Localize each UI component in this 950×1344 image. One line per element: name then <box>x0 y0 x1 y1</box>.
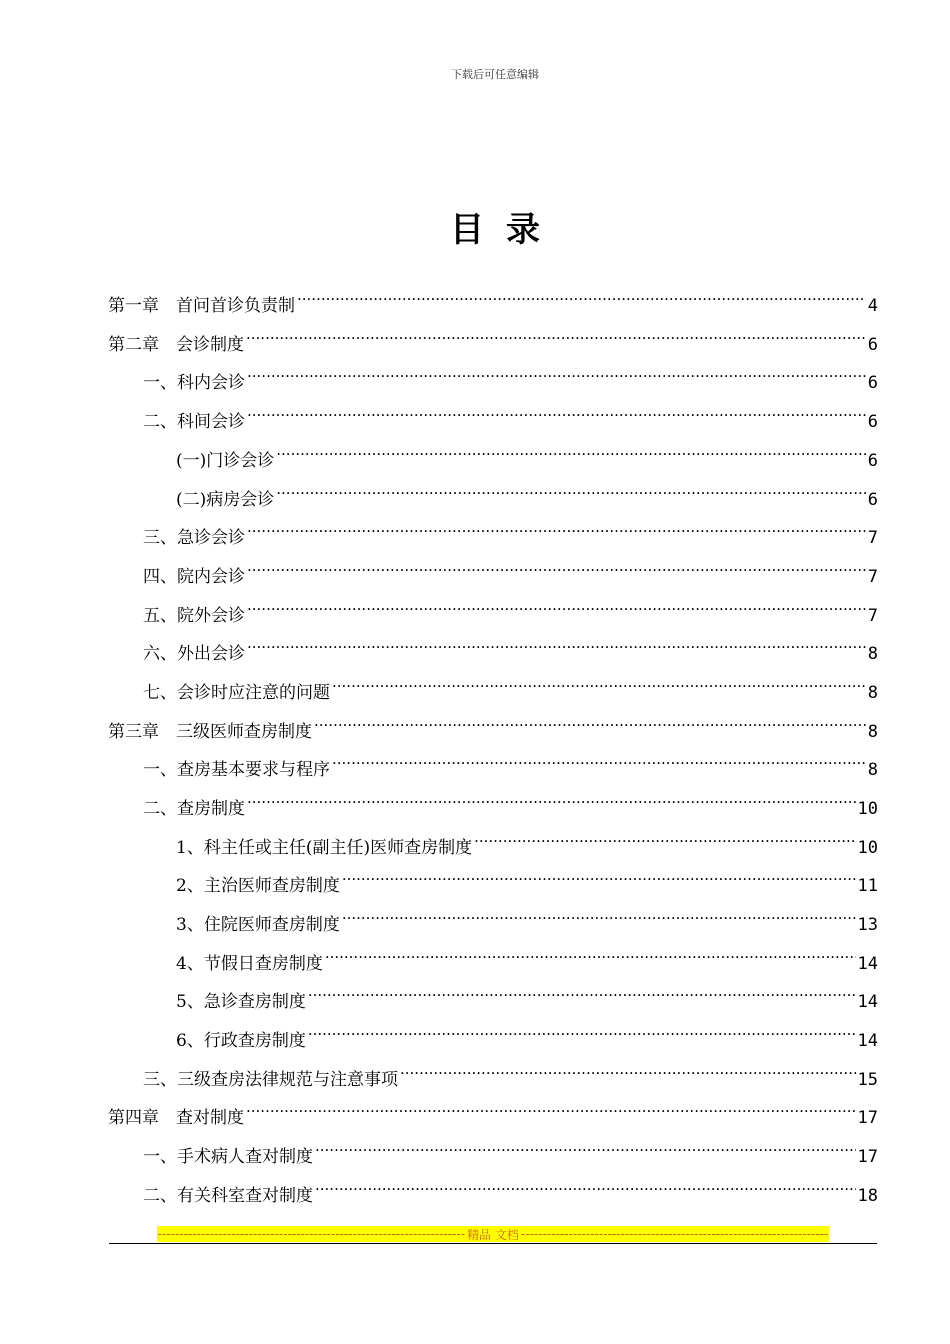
toc-leader <box>325 931 856 969</box>
toc-leader <box>315 1124 856 1162</box>
toc-leader <box>247 621 866 659</box>
toc-entry-label: (一)门诊会诊 <box>176 451 275 471</box>
toc-entry[interactable] <box>143 389 878 432</box>
toc-leader <box>247 776 856 814</box>
toc-entry[interactable] <box>108 312 878 355</box>
toc-entry[interactable] <box>176 428 878 471</box>
toc-leader <box>332 660 866 698</box>
toc-entry-page: 6 <box>867 335 878 355</box>
toc-leader <box>342 853 856 891</box>
toc-entry-page: 7 <box>867 606 878 626</box>
toc-entry[interactable] <box>143 621 878 664</box>
toc-leader <box>342 892 856 930</box>
toc-entry-label: 3、住院医师查房制度 <box>176 915 340 935</box>
toc-leader <box>247 389 866 427</box>
toc-entry-label: 四、院内会诊 <box>143 567 245 587</box>
toc-entry-page: 14 <box>857 1031 878 1051</box>
toc-entry[interactable] <box>176 815 878 858</box>
toc-entry-label: 二、科间会诊 <box>143 412 245 432</box>
toc-leader <box>276 428 865 466</box>
toc-entry-page: 17 <box>857 1147 878 1167</box>
toc-entry-label: 五、院外会诊 <box>143 606 245 626</box>
toc-entry-page: 8 <box>867 644 878 664</box>
toc-entry-page: 15 <box>857 1070 878 1090</box>
toc-entry-label: 第四章 查对制度 <box>108 1108 244 1128</box>
toc-entry-label: 第一章 首问首诊负责制 <box>108 296 295 316</box>
toc-leader <box>308 969 856 1007</box>
page-title: 目录 <box>450 210 562 250</box>
toc-entry[interactable] <box>176 892 878 935</box>
toc-entry-label: 6、行政查房制度 <box>176 1031 306 1051</box>
toc-entry[interactable] <box>176 931 878 974</box>
toc-entry-label: 二、查房制度 <box>143 799 245 819</box>
toc-leader <box>315 1163 856 1201</box>
toc-entry-page: 8 <box>867 683 878 703</box>
toc-leader <box>297 273 866 311</box>
toc-entry-page: 4 <box>867 296 878 316</box>
toc-entry-page: 8 <box>867 760 878 780</box>
toc-entry-page: 6 <box>867 490 878 510</box>
toc-entry[interactable] <box>176 1008 878 1051</box>
toc-entry-page: 10 <box>857 799 878 819</box>
toc-entry[interactable] <box>108 699 878 742</box>
toc-leader <box>246 1085 856 1123</box>
toc-leader <box>400 1047 856 1085</box>
toc-entry-page: 14 <box>857 992 878 1012</box>
header-note: 下载后可任意编辑 <box>451 68 539 81</box>
footer-divider <box>109 1243 877 1244</box>
toc-entry[interactable] <box>143 544 878 587</box>
toc-entry[interactable] <box>143 776 878 819</box>
toc-entry[interactable] <box>108 273 878 316</box>
toc-leader <box>474 815 855 853</box>
toc-entry[interactable] <box>143 1163 878 1206</box>
toc-entry-label: 六、外出会诊 <box>143 644 245 664</box>
toc-entry-page: 14 <box>857 954 878 974</box>
toc-entry-label: 4、节假日查房制度 <box>176 954 323 974</box>
toc-entry-label: 三、三级查房法律规范与注意事项 <box>143 1070 398 1090</box>
toc-entry[interactable] <box>176 969 878 1012</box>
toc-entry-label: 一、手术病人查对制度 <box>143 1147 313 1167</box>
toc-entry-page: 6 <box>867 451 878 471</box>
toc-entry[interactable] <box>143 583 878 626</box>
toc-entry[interactable] <box>143 505 878 548</box>
toc-leader <box>247 544 866 582</box>
toc-entry-label: 一、查房基本要求与程序 <box>143 760 330 780</box>
toc-entry-label: 二、有关科室查对制度 <box>143 1186 313 1206</box>
toc-entry-page: 18 <box>857 1186 878 1206</box>
toc-entry[interactable] <box>176 853 878 896</box>
toc-leader <box>276 467 865 505</box>
toc-entry[interactable] <box>143 1124 878 1167</box>
toc-entry-page: 13 <box>857 915 878 935</box>
toc-entry-page: 11 <box>857 876 878 896</box>
toc-entry[interactable] <box>143 1047 878 1090</box>
toc-entry-label: 三、急诊会诊 <box>143 528 245 548</box>
toc-entry-label: 第三章 三级医师查房制度 <box>108 722 312 742</box>
toc-entry-page: 7 <box>867 528 878 548</box>
toc-entry[interactable] <box>143 350 878 393</box>
toc-leader <box>246 312 866 350</box>
toc-entry[interactable] <box>108 1085 878 1128</box>
toc-entry-label: 1、科主任或主任(副主任)医师查房制度 <box>176 838 473 858</box>
toc-entry-page: 7 <box>867 567 878 587</box>
toc-leader <box>314 699 866 737</box>
toc-entry-page: 6 <box>867 373 878 393</box>
footer-watermark <box>157 1226 829 1242</box>
toc-leader <box>247 583 866 621</box>
toc-entry-page: 8 <box>867 722 878 742</box>
toc-entry-page: 6 <box>867 412 878 432</box>
toc-leader <box>332 737 866 775</box>
toc-leader <box>247 505 866 543</box>
footer-text: 精品 文档 <box>467 1227 519 1242</box>
toc-entry-page: 10 <box>857 838 878 858</box>
toc-entry[interactable] <box>143 660 878 703</box>
toc-entry[interactable] <box>176 467 878 510</box>
toc-leader <box>308 1008 856 1046</box>
footer-dash-right <box>521 1226 829 1242</box>
footer-dash-left <box>157 1226 465 1242</box>
toc-entry-label: 七、会诊时应注意的问题 <box>143 683 330 703</box>
toc-leader <box>247 350 866 388</box>
toc-entry-label: (二)病房会诊 <box>176 490 275 510</box>
toc-entry-label: 2、主治医师查房制度 <box>176 876 340 896</box>
toc-entry-label: 5、急诊查房制度 <box>176 992 306 1012</box>
toc-entry-label: 一、科内会诊 <box>143 373 245 393</box>
toc-entry[interactable] <box>143 737 878 780</box>
toc-entry-page: 17 <box>857 1108 878 1128</box>
toc-entry-label: 第二章 会诊制度 <box>108 335 244 355</box>
